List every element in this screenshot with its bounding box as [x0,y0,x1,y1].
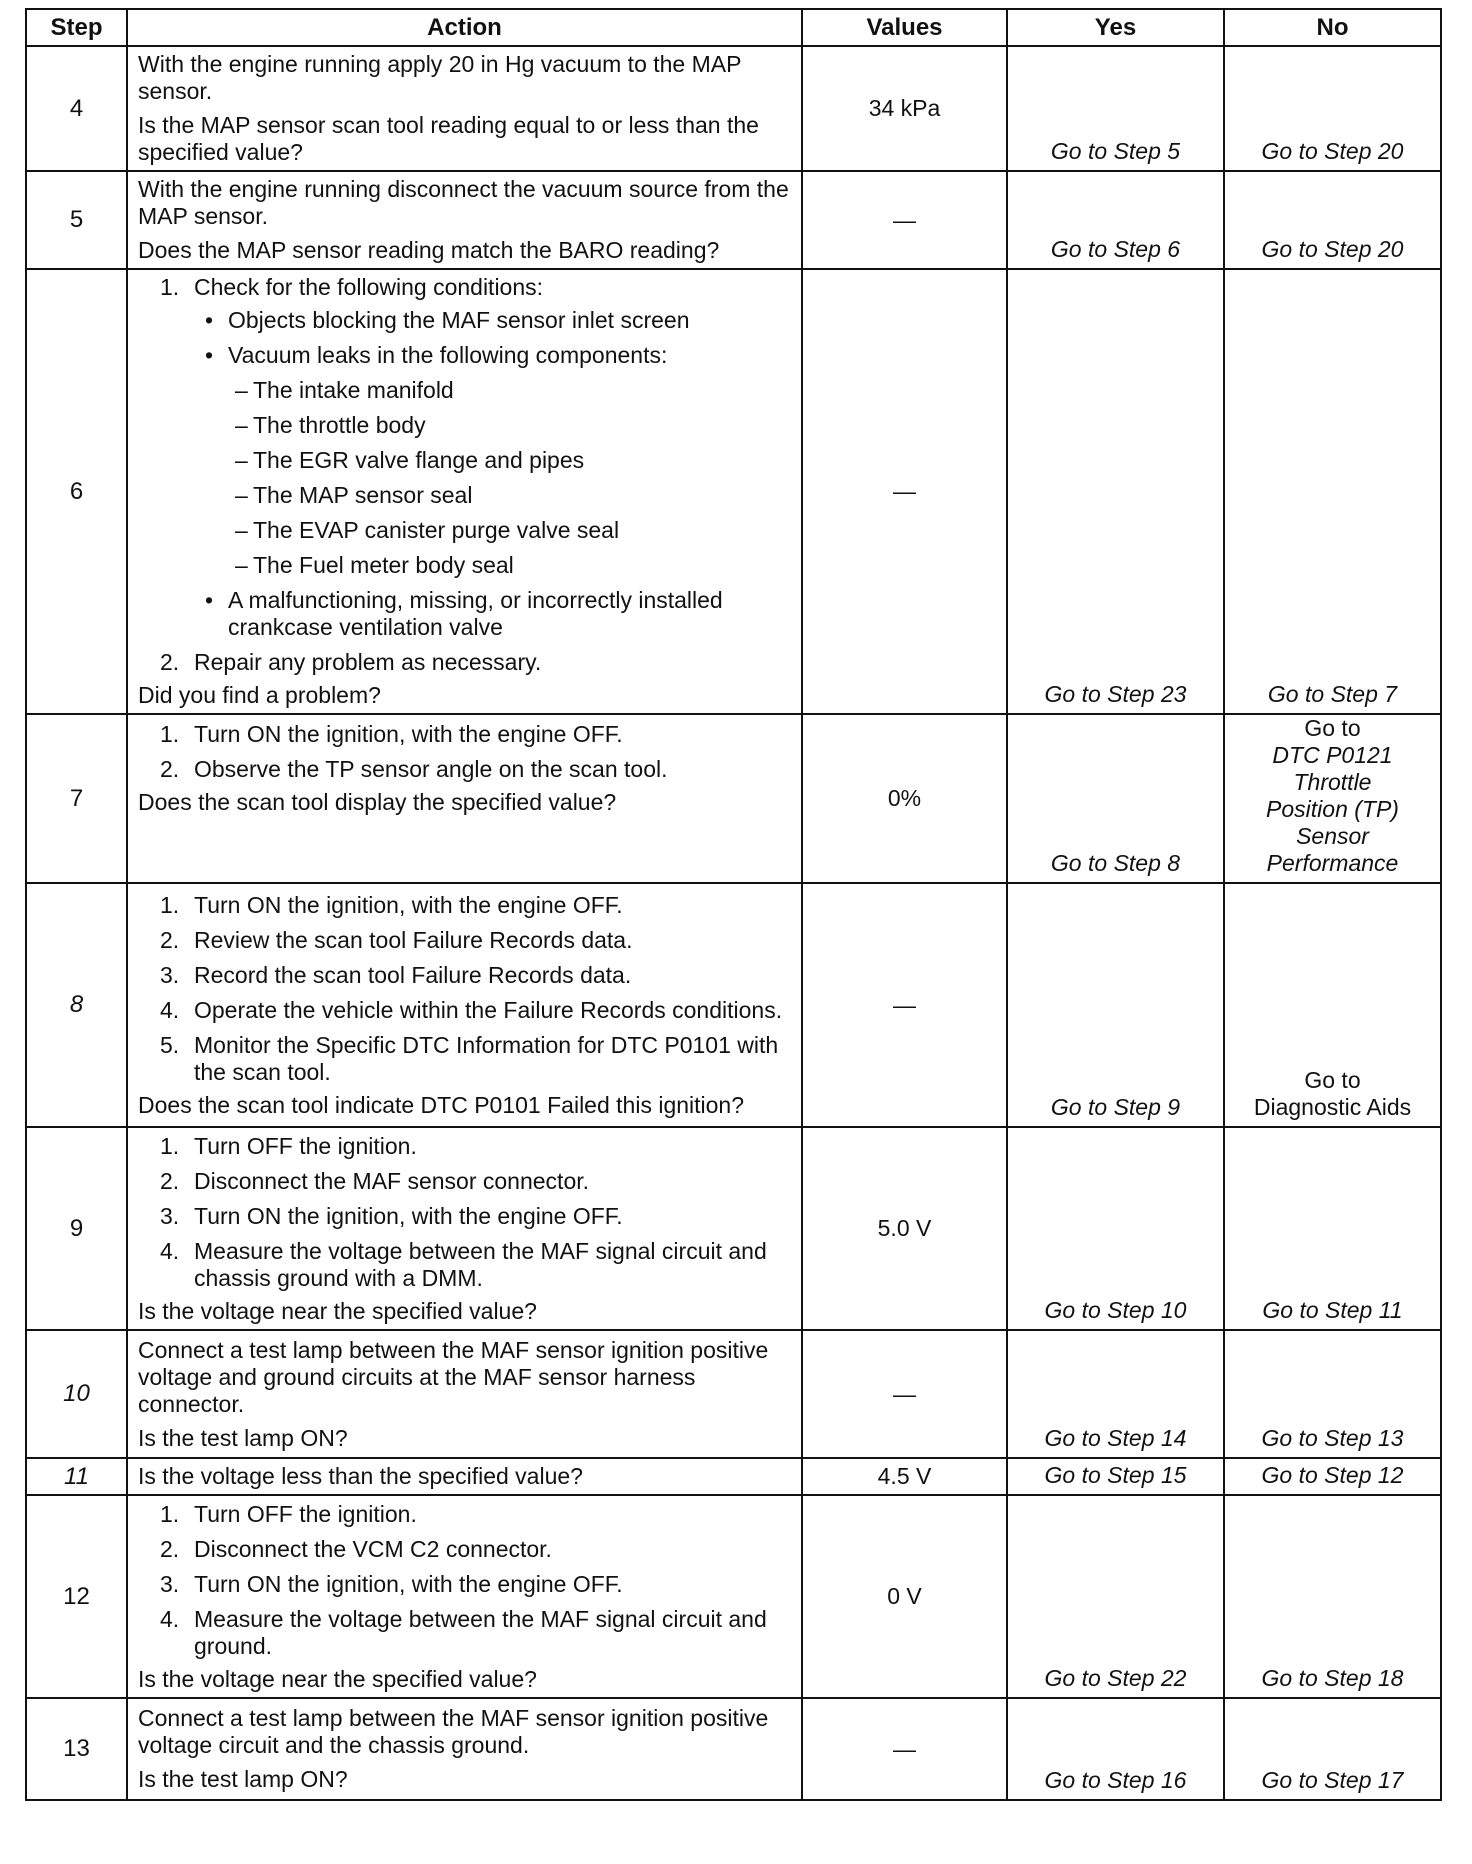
no-cell: Go to Step 12 [1224,1458,1441,1495]
question-text: Does the MAP sensor reading match the BARO reading? [138,237,720,263]
no-line: DTC P0121 [1272,742,1393,768]
list-item-text: Measure the voltage between the MAF signal circuit and ground. [194,1605,767,1659]
no-line: Sensor [1296,823,1369,849]
step-number: 8 [26,883,127,1127]
yes-cell: Go to Step 14 [1007,1330,1224,1458]
list-item-text: Turn ON the ignition, with the engine OFF. [194,1570,623,1597]
no-line: Position (TP) [1266,796,1399,822]
dash-item: – The MAP sensor seal [228,482,791,509]
list-item-text: Check for the following conditions: [194,274,544,300]
list-item: 2. Review the scan tool Failure Records data. [160,926,633,953]
question-text: Is the test lamp ON? [138,1424,348,1451]
step-number: 10 [26,1330,127,1458]
list-item-text: Observe the TP sensor angle on the scan tool. [194,755,668,782]
yes-cell: Go to Step 8 [1007,714,1224,883]
yes-cell: Go to Step 5 [1007,46,1224,171]
yes-cell: Go to Step 15 [1007,1458,1224,1495]
dash-item: – The EGR valve flange and pipes [228,447,791,474]
header-action: Action [127,9,802,46]
list-item: 2. Disconnect the MAF sensor connector. [160,1167,590,1194]
action-cell [127,1330,802,1458]
no-cell: Go to Step 18 [1224,1495,1441,1698]
action-cell [127,171,802,269]
action-cell [127,46,802,171]
table-row [26,1127,1441,1330]
action-cell [127,714,802,883]
numbered-list [138,274,791,676]
list-item: 5. Monitor the Specific DTC Information for DTC P0101 with the scan tool. [160,1031,779,1085]
yes-cell: Go to Step 10 [1007,1127,1224,1330]
list-item: 1. Check for the following conditions: • Objects blocking the MAF sensor inlet screen • Vacuum leaks in the following components: – The intake manifold – The throttle body – The EGR valve flange and pipes – The MAP sensor seal – The EVAP canister purge valve seal – The Fuel meter body seal • A malfunctioning, missing, or incorrectly installed crankcase ventilation valve [138,274,791,641]
numbered-list [138,892,791,1086]
table-row [26,1330,1441,1458]
action-text: Connect a test lamp between the MAF sensor ignition positive voltage circuit and the chassis ground. [138,1705,769,1758]
list-item-text: Disconnect the VCM C2 connector. [194,1535,552,1562]
action-cell [127,1495,802,1698]
numbered-list [138,1133,791,1292]
list-item: 1. Turn OFF the ignition. [160,1500,417,1527]
table-row [26,1495,1441,1698]
list-item: 1. Turn ON the ignition, with the engine OFF. [160,891,623,918]
diagnostic-table [25,8,1442,1801]
table-row [26,1458,1441,1495]
value-cell: 0 V [802,1495,1007,1698]
value-cell: — [802,883,1007,1127]
dash-item: – The throttle body [228,412,791,439]
step-number: 12 [26,1495,127,1698]
no-cell: Go to Step 13 [1224,1330,1441,1458]
action-text: With the engine running apply 20 in Hg vacuum to the MAP sensor. [138,51,742,104]
list-item: 4. Operate the vehicle within the Failure Records conditions. [160,996,783,1023]
no-line: Throttle [1293,769,1372,795]
question-text: Does the scan tool display the specified value? [138,788,617,815]
step-number: 9 [26,1127,127,1330]
list-item: 1. Turn ON the ignition, with the engine OFF. [160,720,623,747]
list-item: 2. Observe the TP sensor angle on the scan tool. [160,755,668,782]
no-cell: Go to Step 20 [1224,46,1441,171]
dash-list [228,377,791,579]
question-text: Did you find a problem? [138,682,381,708]
value-cell: 34 kPa [802,46,1007,171]
bullet-item: • Objects blocking the MAF sensor inlet screen [194,307,791,334]
header-values: Values [802,9,1007,46]
bullet-item [194,342,791,579]
list-item-text: Monitor the Specific DTC Information for DTC P0101 with the scan tool. [194,1031,779,1085]
yes-cell: Go to Step 16 [1007,1698,1224,1800]
list-item-text: Record the scan tool Failure Records data. [194,961,632,988]
list-item-text: Turn OFF the ignition. [194,1500,417,1527]
no-line: Performance [1266,850,1399,876]
question-text: Does the scan tool indicate DTC P0101 Failed this ignition? [138,1091,745,1118]
no-cell: Go to Step 17 [1224,1698,1441,1800]
table-row [26,883,1441,1127]
list-item: 4. Measure the voltage between the MAF signal circuit and chassis ground with a DMM. [160,1237,767,1291]
list-item: 2. Repair any problem as necessary. [160,649,542,675]
header-step: Step [26,9,127,46]
list-item-text: Turn ON the ignition, with the engine OFF. [194,720,623,747]
list-item-text: Turn OFF the ignition. [194,1132,417,1159]
value-cell: 4.5 V [802,1458,1007,1495]
no-line: Diagnostic Aids [1253,1094,1412,1120]
step-number: 13 [26,1698,127,1800]
question-text: Is the MAP sensor scan tool reading equal to or less than the specified value? [138,112,759,165]
action-cell [127,883,802,1127]
no-cell: Go to Step 11 [1224,1127,1441,1330]
action-cell [127,1127,802,1330]
value-cell: 5.0 V [802,1127,1007,1330]
list-item-text: Turn ON the ignition, with the engine OFF. [194,891,623,918]
action-cell [127,1458,802,1495]
step-number: 5 [26,171,127,269]
table-row [26,1698,1441,1800]
header-no: No [1224,9,1441,46]
step-number: 4 [26,46,127,171]
no-line: Go to [1304,1067,1361,1093]
yes-cell: Go to Step 9 [1007,883,1224,1127]
list-item: 2. Disconnect the VCM C2 connector. [160,1535,552,1562]
question-text: Is the test lamp ON? [138,1766,348,1792]
question-text: Is the voltage near the specified value? [138,1297,537,1324]
numbered-list [138,1501,791,1660]
value-cell: — [802,269,1007,714]
header-yes: Yes [1007,9,1224,46]
no-cell: Go to Step 7 [1224,269,1441,714]
action-cell [127,269,802,714]
bullet-list [194,307,791,641]
yes-cell: Go to Step 23 [1007,269,1224,714]
bullet-item-text: Vacuum leaks in the following components: [228,342,668,368]
list-item: 3. Turn ON the ignition, with the engine OFF. [160,1570,623,1597]
step-number: 6 [26,269,127,714]
question-text: Is the voltage near the specified value? [138,1665,537,1692]
table-row [26,171,1441,269]
list-item-text: Measure the voltage between the MAF signal circuit and chassis ground with a DMM. [194,1237,767,1291]
dash-item: – The Fuel meter body seal [228,552,791,579]
list-item: 3. Record the scan tool Failure Records data. [160,961,632,988]
list-item-text: Review the scan tool Failure Records data. [194,926,633,953]
list-item: 1. Turn OFF the ignition. [160,1132,417,1159]
list-item-text: Operate the vehicle within the Failure Records conditions. [194,996,783,1023]
dash-item: – The intake manifold [228,377,791,404]
no-line: Go to [1304,715,1361,741]
action-text: Connect a test lamp between the MAF sensor ignition positive voltage and ground circuits at the MAF sensor harness connector. [138,1336,769,1417]
no-cell: Go to Step 20 [1224,171,1441,269]
question-text: Is the voltage less than the specified value? [138,1463,583,1489]
value-cell: 0% [802,714,1007,883]
yes-cell: Go to Step 22 [1007,1495,1224,1698]
yes-cell: Go to Step 6 [1007,171,1224,269]
bullet-item: • A malfunctioning, missing, or incorrectly installed crankcase ventilation valve [194,587,791,641]
list-item: 3. Turn ON the ignition, with the engine OFF. [160,1202,623,1229]
table-row [26,269,1441,714]
list-item-text: Turn ON the ignition, with the engine OFF. [194,1202,623,1229]
table-row [26,714,1441,883]
action-cell [127,1698,802,1800]
no-cell [1224,714,1441,883]
dash-item: – The EVAP canister purge valve seal [228,517,791,544]
value-cell: — [802,1330,1007,1458]
list-item: 4. Measure the voltage between the MAF signal circuit and ground. [160,1605,767,1659]
table-row [26,46,1441,171]
list-item-text: Repair any problem as necessary. [194,649,542,675]
step-number: 11 [26,1458,127,1495]
step-number: 7 [26,714,127,883]
no-cell [1224,883,1441,1127]
value-cell: — [802,1698,1007,1800]
numbered-list [138,721,791,783]
header-row [26,9,1441,46]
action-text: With the engine running disconnect the vacuum source from the MAP sensor. [138,176,789,229]
list-item-text: Disconnect the MAF sensor connector. [194,1167,590,1194]
value-cell: — [802,171,1007,269]
